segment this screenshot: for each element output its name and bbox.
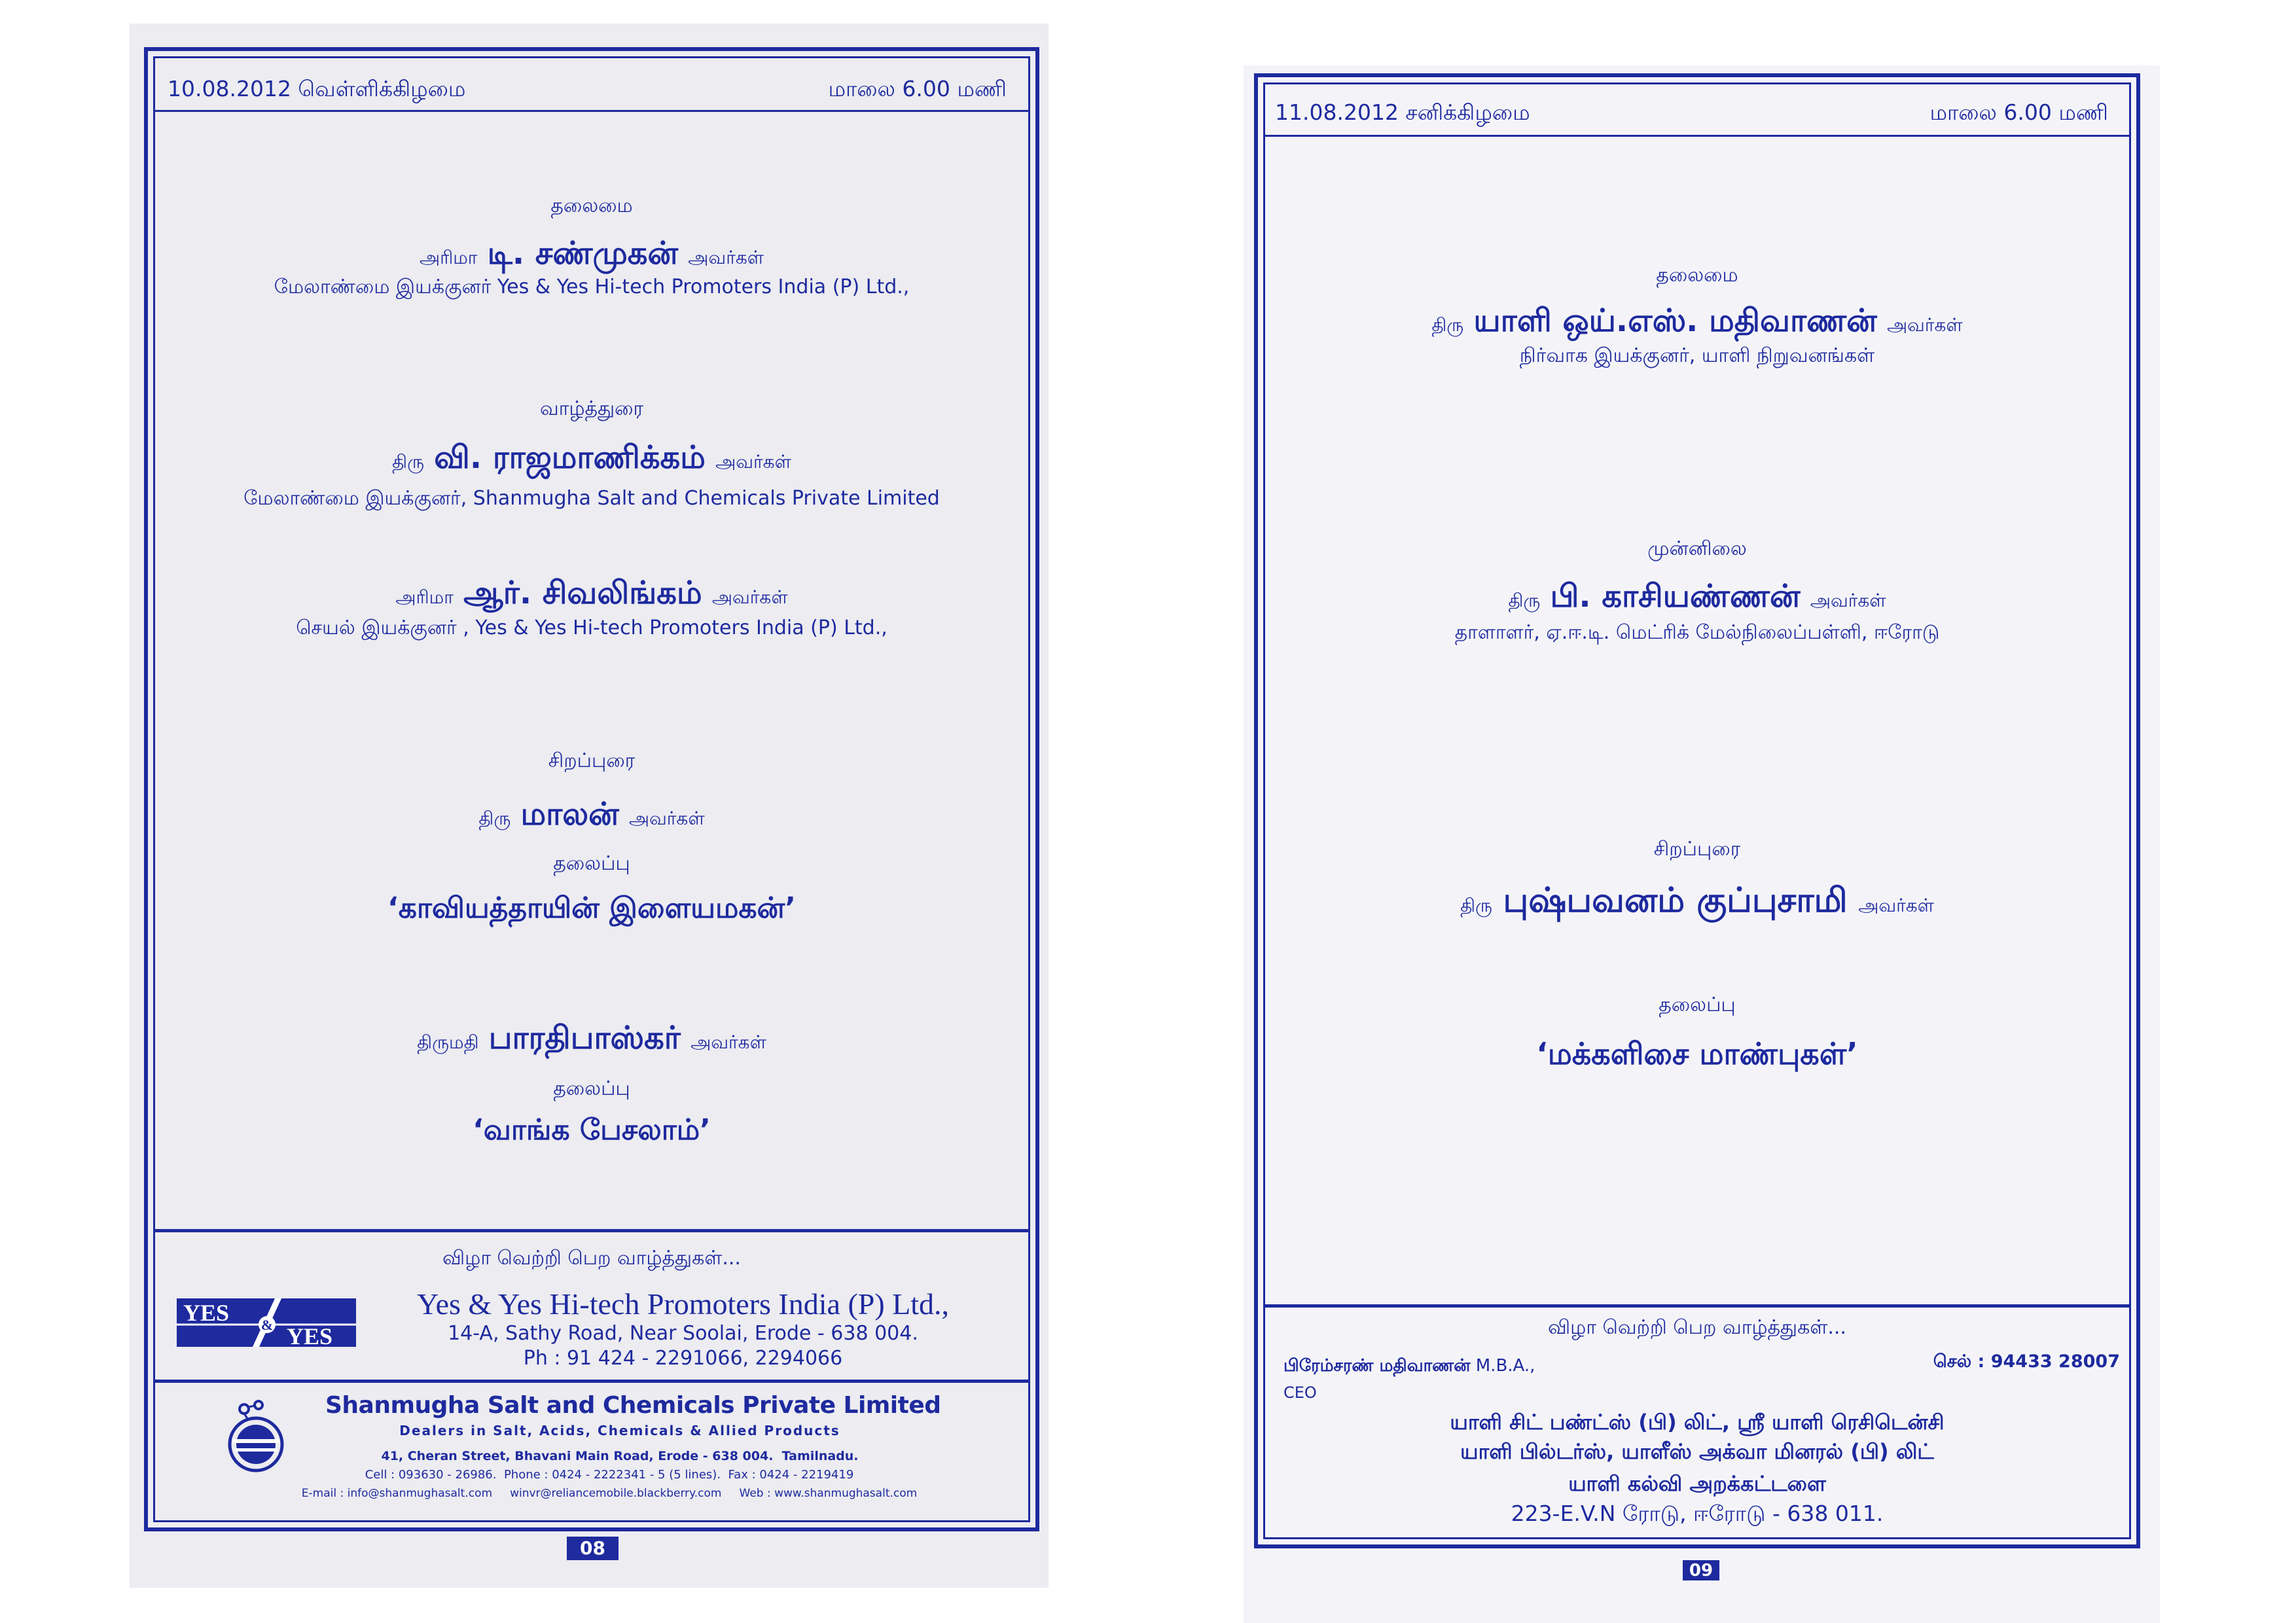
presence-heading: முன்னிலை: [1647, 537, 1747, 560]
honorific: திருமதி: [417, 1031, 479, 1053]
talk-topic-2: ‘வாங்க பேசலாம்’: [473, 1113, 711, 1147]
sponsor-divider: [154, 1229, 1029, 1232]
sponsor-qualification: M.B.A.,: [1475, 1356, 1535, 1376]
right-page-content: [1265, 0, 2130, 1623]
special-address-heading: சிறப்புரை: [1653, 838, 1741, 861]
honorific-suffix: அவர்கள்: [691, 1031, 766, 1053]
special-speaker-2: [154, 1022, 1029, 1054]
honorific-suffix: அவர்கள்: [711, 586, 788, 608]
honorific-suffix: அவர்கள்: [1810, 590, 1886, 611]
sponsor-shanmugha-company: Shanmugha Salt and Chemicals Private Limited: [325, 1392, 941, 1419]
page-number-right: 09: [1683, 1560, 1719, 1580]
sponsor-address: 223-E.V.N ரோடு, ஈரோடு - 638 011.: [1511, 1501, 1884, 1526]
presidency-heading: தலைமை: [1656, 264, 1738, 287]
honorific-suffix: அவர்கள்: [715, 451, 791, 473]
logo-word-1: YES: [183, 1300, 230, 1326]
presence-name-line: [1265, 578, 2130, 615]
emblem-core: [236, 1425, 276, 1464]
presidency-name-line: [154, 235, 1029, 272]
person-name: பி. காசியண்ணன்: [1550, 578, 1801, 615]
emblem-band-2: [235, 1448, 277, 1452]
honorific-suffix: அவர்கள்: [628, 808, 705, 829]
honorific: திரு: [478, 808, 511, 829]
sponsor-yes-address: 14-A, Sathy Road, Near Soolai, Erode - 638 004.: [448, 1322, 918, 1345]
special-speaker: [1265, 883, 2130, 918]
sponsor-name-line: [1283, 1357, 1535, 1374]
header-divider: [154, 110, 1029, 112]
header-time: மாலை 6.00 மணி: [828, 76, 1007, 101]
emblem-atom-2: [255, 1401, 262, 1409]
felicitation-heading: வாழ்த்துரை: [540, 397, 643, 420]
sponsor-shanmugha-fax: Fax : 0424 - 2219419: [728, 1468, 854, 1482]
sponsor-shanmugha-tagline: Dealers in Salt, Acids, Chemicals & Allied Products: [399, 1423, 840, 1438]
person-name: பாரதிபாஸ்கர்: [488, 1020, 681, 1056]
topic-label: தலைப்பு: [553, 852, 630, 875]
honorific: அரிமா: [395, 586, 454, 608]
logo-ampersand: &: [260, 1317, 274, 1333]
sponsor-business-line-1: யாளி சிட் பண்ட்ஸ் (பி) லிட், ஸ்ரீ யாளி ரெசிடென்சி: [1450, 1410, 1945, 1435]
presidency-name-line: [1265, 302, 2130, 339]
sponsor-yes-company: Yes & Yes Hi-tech Promoters India (P) Ltd.,: [416, 1287, 950, 1321]
felicitation-speaker-2: [154, 577, 1029, 609]
presence-designation: தாளாளர், ஏ.ஈ.டி. மெட்ரிக் மேல்நிலைப்பள்ளி, ஈரோடு: [1454, 621, 1940, 644]
sponsor-shanmugha-address: 41, Cheran Street, Bhavani Main Road, Erode - 638 004.: [381, 1449, 774, 1463]
emblem-band-1: [232, 1439, 279, 1443]
sponsor-shanmugha-email: E-mail : info@shanmughasalt.com: [301, 1487, 493, 1500]
wishes-text: விழா வெற்றி பெற வாழ்த்துகள்...: [442, 1247, 741, 1270]
person-name: யாளி ஒய்.எஸ். மதிவாணன்: [1473, 302, 1877, 339]
honorific-suffix: அவர்கள்: [1858, 895, 1934, 916]
felicitation-speaker-1: [154, 439, 1029, 476]
sponsor-yes-phone: Ph : 91 424 - 2291066, 2294066: [523, 1347, 843, 1370]
sponsor-shanmugha-address-line: [325, 1450, 914, 1463]
sponsor-shanmugha-state: Tamilnadu.: [781, 1449, 859, 1463]
topic-label: தலைப்பு: [553, 1077, 630, 1100]
left-page-content: [154, 0, 1029, 1623]
honorific: திரு: [1460, 895, 1492, 916]
speaker-2-designation: செயல் இயக்குனர் , Yes & Yes Hi-tech Promoters India (P) Ltd.,: [296, 616, 888, 639]
wishes-text: விழா வெற்றி பெற வாழ்த்துகள்...: [1548, 1316, 1846, 1339]
sponsor-divider: [1265, 1304, 2130, 1308]
sponsor-shanmugha-web: Web : www.shanmughasalt.com: [739, 1487, 918, 1500]
sponsor-business-line-2: யாளி பில்டர்ஸ், யாளீஸ் அக்வா மினரல் (பி) லிட்: [1460, 1439, 1934, 1464]
shanmugha-emblem-icon: [218, 1399, 295, 1475]
honorific: திரு: [1508, 590, 1541, 611]
sponsor-shanmugha-alt-email: winvr@reliancemobile.blackberry.com: [510, 1487, 722, 1500]
sponsor-shanmugha-phone: Phone : 0424 - 2222341 - 5 (5 lines).: [503, 1468, 721, 1482]
emblem-atom-1: [240, 1404, 249, 1414]
person-name: ஆர். சிவலிங்கம்: [463, 575, 702, 611]
header-divider: [1265, 135, 2130, 137]
honorific-suffix: அவர்கள்: [688, 247, 764, 268]
talk-topic-1: ‘காவியத்தாயின் இளையமகன்’: [387, 891, 796, 925]
topic-label: தலைப்பு: [1659, 993, 1736, 1016]
talk-topic: ‘மக்களிசை மாண்புகள்’: [1536, 1036, 1858, 1071]
header-date: 11.08.2012 சனிக்கிழமை: [1275, 99, 1530, 125]
person-name: மாலன்: [520, 796, 619, 832]
logo-word-2: YES: [287, 1323, 333, 1347]
sponsor-phone: செல் : 94433 28007: [1933, 1351, 2120, 1372]
person-name: டி. சண்முகன்: [487, 235, 679, 272]
header-date: 10.08.2012 வெள்ளிக்கிழமை: [168, 76, 466, 101]
special-speaker-1: [154, 798, 1029, 830]
speaker-1-designation: மேலாண்மை இயக்குனர், Shanmugha Salt and Chemicals Private Limited: [243, 487, 940, 510]
header-time: மாலை 6.00 மணி: [1929, 99, 2108, 125]
special-address-heading: சிறப்புரை: [548, 749, 636, 772]
page-number-left: 08: [567, 1537, 619, 1560]
person-name: வி. ராஜமாணிக்கம்: [434, 439, 706, 476]
sponsor-business-line-3: யாளி கல்வி அறக்கட்டளை: [1568, 1471, 1826, 1496]
presidency-designation: மேலாண்மை இயக்குனர் Yes & Yes Hi-tech Promoters India (P) Ltd.,: [274, 276, 910, 298]
sponsor-role: CEO: [1283, 1383, 1317, 1402]
sponsor-shanmugha-cell: Cell : 093630 - 26986.: [365, 1468, 497, 1482]
sponsor-shanmugha-contacts: [282, 1469, 937, 1481]
honorific: திரு: [1431, 314, 1464, 336]
honorific: திரு: [392, 451, 425, 473]
honorific: அரிமா: [419, 247, 478, 268]
emblem-bond: [248, 1406, 255, 1407]
yes-and-yes-logo: [177, 1298, 356, 1347]
presidency-heading: தலைமை: [550, 194, 633, 217]
presidency-designation: நிர்வாக இயக்குனர், யாளி நிறுவனங்கள்: [1519, 344, 1875, 367]
honorific-suffix: அவர்கள்: [1886, 314, 1963, 336]
sponsor-divider-2: [154, 1380, 1029, 1383]
sponsor-shanmugha-web-line: [282, 1488, 937, 1499]
sponsor-name: பிரேம்சரண் மதிவாணன்: [1283, 1356, 1471, 1376]
person-name: புஷ்பவனம் குப்புசாமி: [1503, 881, 1848, 920]
